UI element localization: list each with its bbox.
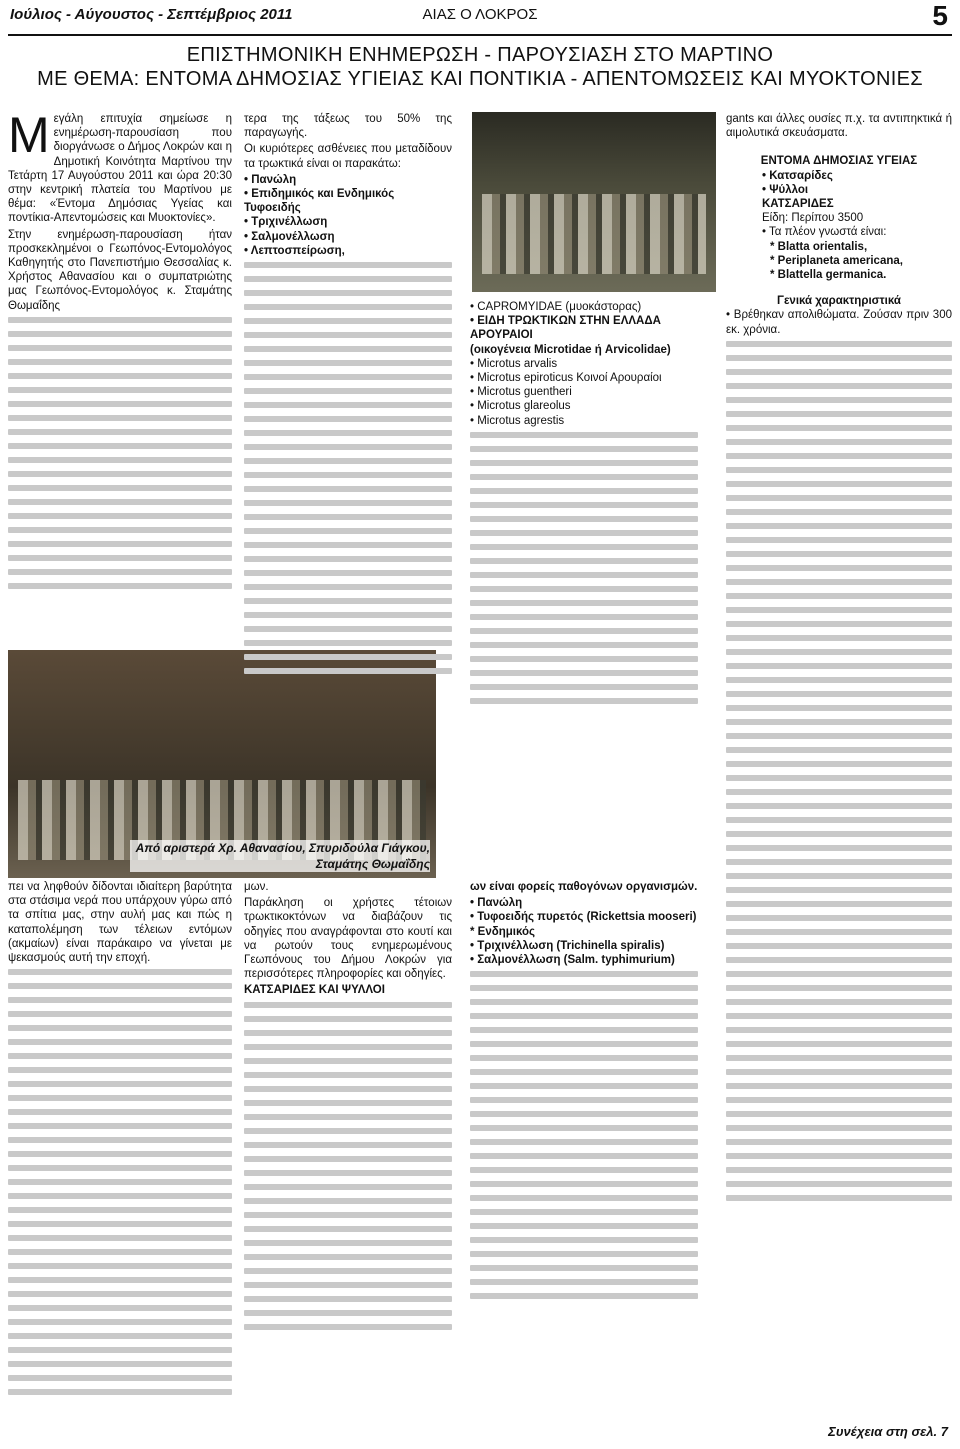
article-title-line2: ΜΕ ΘΕΜΑ: ΕΝΤΟΜΑ ΔΗΜΟΣΙΑΣ ΥΓΙΕΙΑΣ ΚΑΙ ΠΟΝΤΙΚΙΑ - ΑΠΕΝΤΟΜΩΣΕΙΣ ΚΑΙ ΜΥΟΚΤΟΝΙΕΣ xyxy=(37,68,923,90)
column-1 xyxy=(8,107,232,597)
paragraph: Παράκληση οι χρήστες τέτοιων τρωκτικοκτόνων να διαβάζουν τις οδηγίες που αναγράφονται στο κουτί και να ρωτούν τους ενημερωμένους Γεωπόνους του Δήμου Λοκρών για περισσότερες πληροφορίες και οδηγίες. xyxy=(244,897,452,981)
header-divider xyxy=(8,34,952,36)
column-3 xyxy=(470,300,698,712)
section-subheading: (οικογένεια Microtidae ή Arvicolidae) xyxy=(470,343,671,356)
photo-caption: Από αριστερά Χρ. Αθανασίου, Σπυριδούλα Γιάγκου, Σταμάτης Θωμαΐδης xyxy=(130,840,430,872)
info-line: • Κατσαρίδες xyxy=(762,169,833,182)
paragraph: gants και άλλες ουσίες π.χ. τα αντιπηκτικά ή αιμολυτικά σκευάσματα. xyxy=(726,113,952,140)
info-line: Είδη: Περίπου 3500 xyxy=(762,212,864,225)
column-2 xyxy=(244,112,452,682)
disease-list-item: • Τυφοειδής πυρετός (Rickettsia mooseri) xyxy=(470,911,697,924)
info-line: • Ψύλλοι xyxy=(762,183,809,196)
disease-list-item: • Πανώλη xyxy=(244,173,297,186)
disease-list-item: • Σαλμονέλλωση xyxy=(244,230,335,243)
species-list-item: • Microtus epiroticus Κοινοί Αρουραίοι xyxy=(470,372,662,385)
species-list-item: • Microtus guentheri xyxy=(470,386,572,399)
column-3-bottom xyxy=(470,880,698,1307)
paragraph: Οι κυριότερες ασθένειες που μεταδίδουν τα τρωκτικά είναι οι παρακάτω: xyxy=(244,143,452,170)
continued-note: Συνέχεια στη σελ. 7 xyxy=(828,1424,948,1439)
column-4 xyxy=(726,112,952,1209)
info-line: ΚΑΤΣΑΡΙΔΕΣ xyxy=(762,198,834,211)
section-heading: • ΕΙΔΗ ΤΡΩΚΤΙΚΩΝ ΣΤΗΝ ΕΛΛΑΔΑ ΑΡΟΥΡΑΙΟΙ xyxy=(470,315,661,342)
paragraph: πει να ληφθούν δίδονται ιδιαίτερη βαρύτητα στα στάσιμα νερά που υπάρχουν γύρω από τα σπίτια μας, στην αυλή μας και πώς η καταπολέμηση των τέλειων εντόμων (ακμαίων) είναι παράκαιρο να γίνεται με ψεκασμούς αυτή την εποχή. xyxy=(8,881,232,965)
event-photo xyxy=(8,650,436,878)
paragraph: ων είναι φορείς παθογόνων οργανισμών. xyxy=(470,881,698,893)
issue-date: Ιούλιος - Αύγουστος - Σεπτέμβριος 2011 xyxy=(10,6,293,23)
species-line: * Periplaneta americana, xyxy=(770,254,903,267)
page-number: 5 xyxy=(932,0,948,31)
photo-content xyxy=(482,194,706,274)
disease-list-item: • Επιδημικός και Ενδημικός Τυφοειδής xyxy=(244,188,395,215)
paragraph: μων. xyxy=(244,881,269,893)
page-header xyxy=(0,0,960,36)
column-1-bottom xyxy=(8,880,232,1403)
disease-list-item: • Πανώλη xyxy=(470,897,523,910)
disease-list-item: * Ενδημικός xyxy=(470,925,536,938)
paragraph: Στην ενημέρωση-παρουσίαση ήταν προσκεκλημένοι ο Γεωπόνος-Εντομολόγος Καθηγητής στο Πανεπιστήμιο Θεσσαλίας κ. Χρήστος Αθανασίου και ο συμπατριώτης μας Γεωπόνος-Εντομολόγος κ. Σταμάτης Θωμαΐδης xyxy=(8,228,232,312)
lead-paragraph: εγάλη επιτυχία σημείωσε η ενημέρωση-παρουσίαση που διοργάνωσε ο Δήμος Λοκρών και η Δημοτική Κοινότητα Μαρτίνου την Τετάρτη 17 Αυγούστου 2011 και ώρα 20:30 στην κεντρική πλατεία του Μαρτίνου με θέμα: «Έντομα Δημόσιας Υγείας και ποντίκια-Απεντομώσεις και Μυοκτονίες». xyxy=(8,113,232,225)
section-heading: ΚΑΤΣΑΡΙΔΕΣ ΚΑΙ ΨΥΛΛΟΙ xyxy=(244,984,385,997)
species-list-item: • Microtus glareolus xyxy=(470,400,571,413)
section-heading: ΕΝΤΟΜΑ ΔΗΜΟΣΙΑΣ ΥΓΕΙΑΣ xyxy=(760,155,918,168)
species-list-item: • Microtus agrestis xyxy=(470,414,565,427)
newspaper-name: ΑΙΑΣ Ο ΛΟΚΡΟΣ xyxy=(422,6,538,23)
info-line: • Τα πλέον γνωστά είναι: xyxy=(762,226,887,239)
drop-cap: Μ xyxy=(8,107,50,163)
section-heading: Γενικά χαρακτηριστικά xyxy=(777,295,901,308)
paragraph: • Βρέθηκαν απολιθώματα. Ζούσαν πριν 300 εκ. χρόνια. xyxy=(726,309,952,336)
audience-photo xyxy=(472,112,716,292)
paragraph: τερα της τάξεως του 50% της παραγωγής. xyxy=(244,113,452,140)
disease-list-item: • Λεπτοσπείρωση, xyxy=(244,244,345,257)
species-list-item: • Microtus arvalis xyxy=(470,357,558,370)
disease-list-item: • Τριχινέλλωση xyxy=(244,216,328,229)
article-title-line1: ΕΠΙΣΤΗΜΟΝΙΚΗ ΕΝΗΜΕΡΩΣΗ - ΠΑΡΟΥΣΙΑΣΗ ΣΤΟ ΜΑΡΤΙΝΟ xyxy=(186,44,774,66)
column-2-bottom xyxy=(244,880,452,1338)
species-line: * Blatta orientalis, xyxy=(770,240,868,253)
disease-list-item: • Τριχινέλλωση (Trichinella spiralis) xyxy=(470,939,665,952)
species-line: * Blattella germanica. xyxy=(770,269,887,282)
disease-list-item: • Σαλμονέλλωση (Salm. typhimurium) xyxy=(470,954,675,967)
list-item: • CAPROMYIDAE (μυοκάστορας) xyxy=(470,301,642,313)
